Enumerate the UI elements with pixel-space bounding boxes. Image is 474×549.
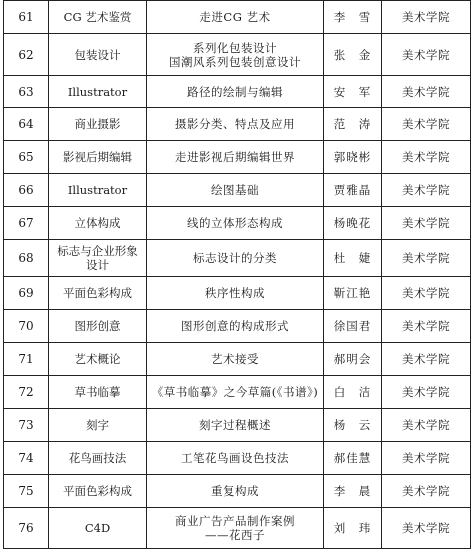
lecture-topic-line: 绘图基础 <box>211 183 259 197</box>
lecture-topic-cell <box>147 475 324 508</box>
course-name-cell <box>49 277 147 310</box>
table-row <box>4 240 471 277</box>
college-name-cell: 美术学院 <box>382 76 471 108</box>
table-row <box>4 141 471 174</box>
course-name-line: CG 艺术鉴赏 <box>63 10 132 24</box>
teacher-name-cell: 郭晓彬 <box>324 141 382 174</box>
teacher-name-cell: 贾雅晶 <box>324 174 382 207</box>
course-table-container <box>3 0 470 540</box>
table-row <box>4 207 471 240</box>
college-name-cell: 美术学院 <box>382 277 471 310</box>
course-name-line: 刻字 <box>86 418 109 432</box>
row-number-cell: 65 <box>4 141 49 174</box>
lecture-topic-line: 工笔花鸟画设色技法 <box>181 451 289 465</box>
teacher-name-cell: 杨 云 <box>324 409 382 442</box>
lecture-topic-line: 《草书临摹》之今草篇(《书谱》) <box>151 385 319 399</box>
table-row <box>4 76 471 108</box>
course-name-line: 标志与企业形象 <box>57 244 138 258</box>
lecture-topic-cell <box>147 34 324 76</box>
teacher-name-cell: 徐国君 <box>324 310 382 343</box>
course-name-cell <box>49 34 147 76</box>
table-row <box>4 508 471 549</box>
course-name-line: 图形创意 <box>74 319 121 333</box>
row-number-cell: 64 <box>4 108 49 141</box>
lecture-topic-line: 路径的绘制与编辑 <box>187 84 283 99</box>
lecture-topic-line: 图形创意的构成形式 <box>181 319 289 333</box>
teacher-name-cell: 李 雪 <box>324 1 382 34</box>
course-name-cell <box>49 141 147 174</box>
course-name-cell <box>49 343 147 376</box>
lecture-topic-cell <box>147 409 324 442</box>
teacher-name-cell: 靳江艳 <box>324 277 382 310</box>
college-name-cell: 美术学院 <box>382 310 471 343</box>
row-number-cell: 70 <box>4 310 49 343</box>
row-number-cell: 75 <box>4 475 49 508</box>
lecture-topic-cell <box>147 442 324 475</box>
course-name-line: Illustrator <box>67 183 128 197</box>
lecture-topic-cell <box>147 174 324 207</box>
row-number-cell: 74 <box>4 442 49 475</box>
course-name-line: Illustrator <box>67 84 128 99</box>
lecture-topic-line: 刻字过程概述 <box>199 418 271 432</box>
lecture-topic-line: 摄影分类、特点及应用 <box>175 117 295 131</box>
table-row <box>4 409 471 442</box>
table-row <box>4 174 471 207</box>
course-name-line: 平面色彩构成 <box>63 484 132 498</box>
course-name-cell <box>49 376 147 409</box>
college-name-cell: 美术学院 <box>382 343 471 376</box>
teacher-name-cell: 安 军 <box>324 76 382 108</box>
lecture-topic-line: 艺术接受 <box>211 352 259 366</box>
row-number-cell: 63 <box>4 76 49 108</box>
lecture-topic-line: 重复构成 <box>211 484 259 498</box>
teacher-name-cell: 李 晨 <box>324 475 382 508</box>
college-name-cell: 美术学院 <box>382 376 471 409</box>
lecture-topic-cell <box>147 508 324 549</box>
course-name-line: 草书临摹 <box>74 385 121 399</box>
table-row <box>4 310 471 343</box>
row-number-cell: 67 <box>4 207 49 240</box>
table-row <box>4 108 471 141</box>
table-row <box>4 442 471 475</box>
row-number-cell: 61 <box>4 1 49 34</box>
lecture-topic-cell <box>147 343 324 376</box>
college-name-cell: 美术学院 <box>382 508 471 549</box>
teacher-name-cell: 范 涛 <box>324 108 382 141</box>
course-name-line: 商业摄影 <box>74 117 121 131</box>
course-name-line: 平面色彩构成 <box>63 286 132 300</box>
college-name-cell: 美术学院 <box>382 240 471 277</box>
course-name-line: 艺术概论 <box>74 352 121 366</box>
course-name-cell <box>49 76 147 108</box>
college-name-cell: 美术学院 <box>382 409 471 442</box>
teacher-name-cell: 刘 玮 <box>324 508 382 549</box>
course-name-line: 立体构成 <box>74 216 121 230</box>
row-number-cell: 68 <box>4 240 49 277</box>
college-name-cell: 美术学院 <box>382 442 471 475</box>
table-row <box>4 34 471 76</box>
course-name-cell <box>49 174 147 207</box>
lecture-topic-cell <box>147 310 324 343</box>
college-name-cell: 美术学院 <box>382 475 471 508</box>
lecture-topic-line: 商业广告产品制作案例 <box>175 514 295 528</box>
course-name-line: 包装设计 <box>74 47 121 62</box>
course-table <box>3 0 471 549</box>
row-number-cell: 71 <box>4 343 49 376</box>
lecture-topic-cell <box>147 141 324 174</box>
course-name-line: C4D <box>84 521 111 535</box>
lecture-topic-line: 线的立体形态构成 <box>187 216 283 230</box>
course-name-line: 设计 <box>86 258 109 272</box>
college-name-cell: 美术学院 <box>382 108 471 141</box>
row-number-cell: 69 <box>4 277 49 310</box>
teacher-name-cell: 白 洁 <box>324 376 382 409</box>
course-name-cell <box>49 442 147 475</box>
lecture-topic-cell <box>147 240 324 277</box>
teacher-name-cell: 郝明会 <box>324 343 382 376</box>
college-name-cell: 美术学院 <box>382 141 471 174</box>
course-name-cell <box>49 207 147 240</box>
lecture-topic-cell <box>147 108 324 141</box>
college-name-cell: 美术学院 <box>382 174 471 207</box>
row-number-cell: 66 <box>4 174 49 207</box>
row-number-cell: 62 <box>4 34 49 76</box>
course-name-cell <box>49 240 147 277</box>
lecture-topic-cell <box>147 207 324 240</box>
teacher-name-cell: 杜 婕 <box>324 240 382 277</box>
course-name-cell <box>49 475 147 508</box>
course-table-body <box>4 1 471 549</box>
table-row <box>4 475 471 508</box>
row-number-cell: 73 <box>4 409 49 442</box>
teacher-name-cell: 杨晚花 <box>324 207 382 240</box>
course-name-cell <box>49 108 147 141</box>
row-number-cell: 76 <box>4 508 49 549</box>
lecture-topic-line: 走进CG 艺术 <box>199 10 271 24</box>
college-name-cell: 美术学院 <box>382 34 471 76</box>
lecture-topic-cell <box>147 277 324 310</box>
lecture-topic-cell <box>147 76 324 108</box>
lecture-topic-line: 走进影视后期编辑世界 <box>175 150 295 164</box>
course-name-line: 花鸟画技法 <box>68 451 127 465</box>
lecture-topic-line: 标志设计的分类 <box>193 251 277 265</box>
teacher-name-cell: 郝佳慧 <box>324 442 382 475</box>
table-row <box>4 277 471 310</box>
table-row <box>4 376 471 409</box>
course-name-cell <box>49 409 147 442</box>
lecture-topic-cell <box>147 1 324 34</box>
table-row <box>4 1 471 34</box>
lecture-topic-line: 系列化包装设计 <box>193 40 277 55</box>
college-name-cell: 美术学院 <box>382 207 471 240</box>
lecture-topic-cell <box>147 376 324 409</box>
course-name-cell <box>49 310 147 343</box>
lecture-topic-line: 国潮风系列包装创意设计 <box>169 54 301 69</box>
table-row <box>4 343 471 376</box>
course-name-cell <box>49 1 147 34</box>
course-name-line: 影视后期编辑 <box>63 150 132 164</box>
teacher-name-cell: 张 金 <box>324 34 382 76</box>
lecture-topic-line: 秩序性构成 <box>205 286 265 300</box>
course-name-cell <box>49 508 147 549</box>
lecture-topic-line: ——花西子 <box>205 528 265 542</box>
row-number-cell: 72 <box>4 376 49 409</box>
college-name-cell: 美术学院 <box>382 1 471 34</box>
